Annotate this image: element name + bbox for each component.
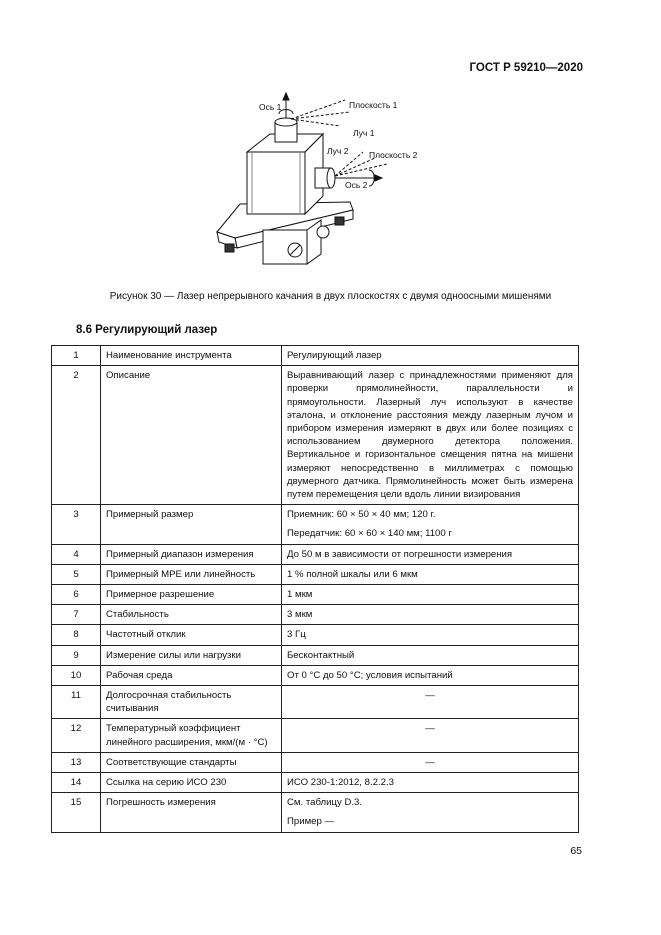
row-number: 4	[52, 544, 101, 564]
table-row	[52, 346, 579, 366]
table-row	[52, 686, 579, 719]
label-plane1: Плоскость 1	[349, 100, 398, 110]
row-value: Бесконтактный	[282, 645, 579, 665]
row-name: Наименование инструмента	[101, 346, 282, 366]
table-row	[52, 752, 579, 772]
row-number: 9	[52, 645, 101, 665]
table-row	[52, 719, 579, 752]
knob	[317, 226, 329, 238]
row-value: —	[282, 752, 579, 772]
row-number: 7	[52, 605, 101, 625]
row-name: Температурный коэффициент линейного расширения, мкм/(м · °С)	[101, 719, 282, 752]
foot-right	[335, 217, 344, 225]
row-name: Примерный MPE или линейность	[101, 564, 282, 584]
housing-front	[247, 152, 305, 214]
label-axis2: Ось 2	[345, 180, 368, 190]
row-value: Регулирующий лазер	[282, 346, 579, 366]
row-number: 14	[52, 773, 101, 793]
row-name: Примерный диапазон измерения	[101, 544, 282, 564]
row-name: Долгосрочная стабильность считывания	[101, 686, 282, 719]
page-number: 65	[570, 845, 582, 857]
value-line: См. таблицу D.3.	[287, 797, 363, 809]
section-title: 8.6 Регулирующий лазер	[76, 324, 218, 336]
row-number: 12	[52, 719, 101, 752]
document-header: ГОСТ Р 59210—2020	[469, 62, 583, 74]
row-number: 5	[52, 564, 101, 584]
row-name: Частотный отклик	[101, 625, 282, 645]
row-name: Измерение силы или нагрузки	[101, 645, 282, 665]
row-number: 11	[52, 686, 101, 719]
spec-table	[51, 345, 579, 833]
row-value: ИСО 230-1:2012, 8.2.2.3	[282, 773, 579, 793]
table-row	[52, 773, 579, 793]
foot-left	[225, 244, 234, 252]
table-row	[52, 625, 579, 645]
row-value	[282, 505, 579, 544]
table-row	[52, 665, 579, 685]
row-name: Примерное разрешение	[101, 585, 282, 605]
row-value: Выравнивающий лазер с принадлежностями применяют для проверки прямолинейности, параллельности и прямоугольности. Лазерный луч используют в качестве эталона, и отклонение расстояния между лазерным лучом и прибором измерения измеряют в двух или более позициях с использованием двумерного детектора положения. Вертикальное и горизонтальное смещения пятна на мишени измеряют непосредственно в миллиметрах с помощью двумерного датчика. Прямолинейность может быть измерена путем перемещения цели вдоль линии визирования	[282, 366, 579, 505]
row-value: —	[282, 719, 579, 752]
laser-figure	[195, 92, 435, 272]
row-value: 3 Гц	[282, 625, 579, 645]
row-value: От 0 °С до 50 °С; условия испытаний	[282, 665, 579, 685]
table-row	[52, 585, 579, 605]
row-name: Погрешность измерения	[101, 793, 282, 832]
row-name: Стабильность	[101, 605, 282, 625]
row-number: 15	[52, 793, 101, 832]
row-name: Рабочая среда	[101, 665, 282, 685]
row-value: 1 % полной шкалы или 6 мкм	[282, 564, 579, 584]
row-value: 3 мкм	[282, 605, 579, 625]
label-ray2: Луч 2	[327, 146, 349, 156]
row-number: 8	[52, 625, 101, 645]
table-row	[52, 366, 579, 505]
table-row	[52, 605, 579, 625]
row-name: Примерный размер	[101, 505, 282, 544]
row-name: Соответствующие стандарты	[101, 752, 282, 772]
row-number: 3	[52, 505, 101, 544]
row-value: —	[282, 686, 579, 719]
row-number: 10	[52, 665, 101, 685]
label-plane2: Плоскость 2	[369, 150, 418, 160]
table-row	[52, 793, 579, 832]
row-number: 6	[52, 585, 101, 605]
table-row	[52, 505, 579, 544]
figure-caption: Рисунок 30 — Лазер непрерывного качания в двух плоскостях с двумя одноосными мишенями	[109, 291, 552, 302]
value-line: Приемник: 60 × 50 × 40 мм; 120 г.	[287, 509, 436, 521]
row-name: Ссылка на серию ИСО 230	[101, 773, 282, 793]
table-row	[52, 544, 579, 564]
value-line: Передатчик: 60 × 60 × 140 мм; 1100 г	[287, 528, 452, 540]
row-number: 13	[52, 752, 101, 772]
row-name: Описание	[101, 366, 282, 505]
table-row	[52, 564, 579, 584]
label-ray1: Луч 1	[353, 128, 375, 138]
row-value: 1 мкм	[282, 585, 579, 605]
value-line: Пример —	[287, 816, 335, 828]
label-axis1: Ось 1	[259, 102, 282, 112]
row-value	[282, 793, 579, 832]
row-value: До 50 м в зависимости от погрешности измерения	[282, 544, 579, 564]
row-number: 1	[52, 346, 101, 366]
row-number: 2	[52, 366, 101, 505]
table-row	[52, 645, 579, 665]
